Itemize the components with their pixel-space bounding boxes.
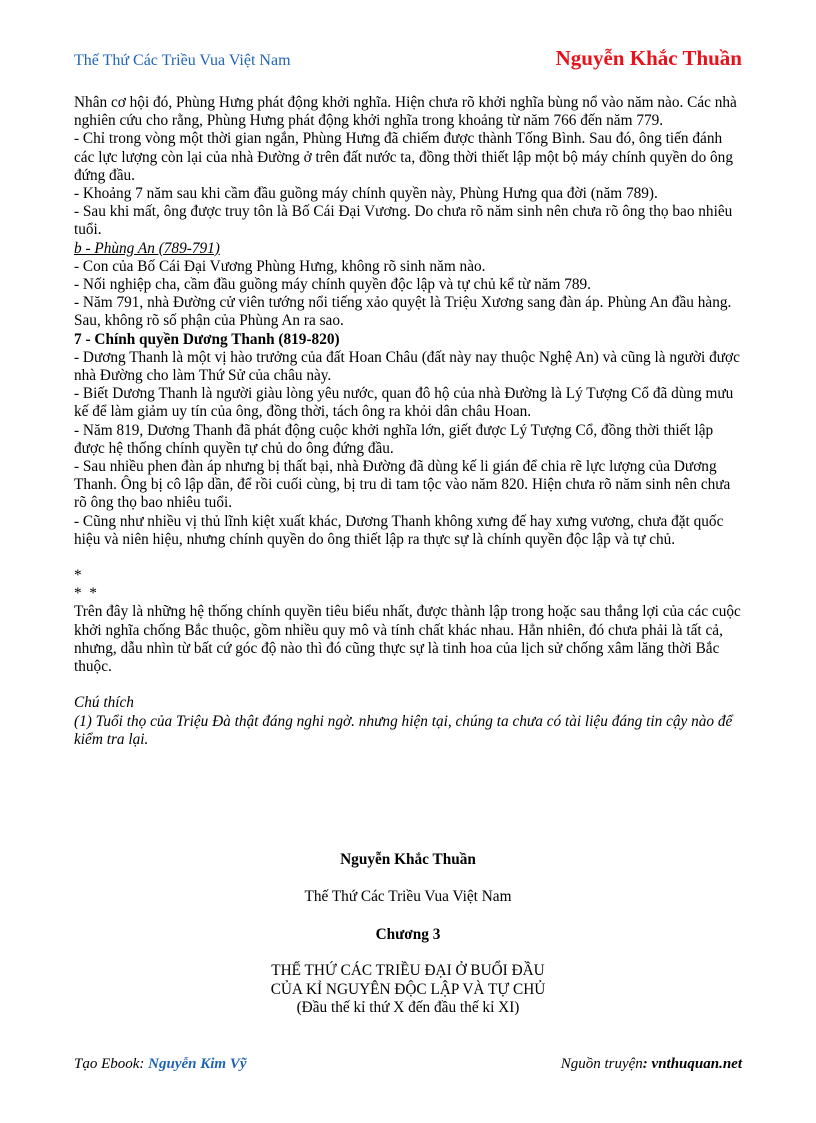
- ebook-creator-name: Nguyễn Kim Vỹ: [148, 1056, 247, 1072]
- source-credit: [561, 1056, 742, 1073]
- chapter-title-line2: CỦA KỈ NGUYÊN ĐỘC LẬP VÀ TỰ CHỦ: [270, 981, 546, 998]
- paragraph: - Cũng như nhiều vị thủ lĩnh kiệt xuất khác, Dương Thanh không xưng đế hay xưng vương, chưa đặt quốc hiệu và niên hiệu, nhưng chính quyền do ông thiết lập ra thực sự là chính quyền độc lập và tự chủ.: [74, 512, 724, 548]
- paragraph: - Năm 819, Dương Thanh đã phát động cuộc khởi nghĩa lớn, giết được Lý Tượng Cổ, đồng thời thiết lập được hệ thống chính quyền tự chủ do ông đứng đầu.: [74, 421, 714, 457]
- chapter-label: Chương 3: [375, 926, 441, 943]
- chapter-book-title: Thế Thứ Các Triều Vua Việt Nam: [304, 888, 512, 905]
- ebook-credit-sep: :: [139, 1056, 149, 1072]
- chapter-author: Nguyễn Khắc Thuần: [340, 851, 476, 868]
- paragraph: - Sau khi mất, ông được truy tôn là Bố Cái Đại Vương. Do chưa rõ năm sinh nên chưa rõ ông thọ bao nhiêu tuổi.: [74, 203, 733, 239]
- paragraph: - Con của Bố Cái Đại Vương Phùng Hưng, không rõ sinh năm nào.: [74, 257, 486, 275]
- separator-star: *: [74, 567, 82, 585]
- section-heading-duong-thanh: 7 - Chính quyền Dương Thanh (819-820): [74, 330, 340, 348]
- author-header: Nguyễn Khắc Thuần: [555, 46, 742, 70]
- page-footer: [74, 1056, 742, 1076]
- book-title-header: Thế Thứ Các Triều Vua Việt Nam: [74, 52, 291, 69]
- source-label: Nguồn truyện: [560, 1056, 643, 1072]
- chapter-title-line3: (Đầu thế kỉ thứ X đến đầu thế kỉ XI): [296, 999, 520, 1016]
- paragraph: - Sau nhiều phen đàn áp nhưng bị thất bại, nhà Đường đã dùng kế li gián để chia rẽ lực lượng của Dương Thanh. Ông bị cô lập dần, để rồi cuối cùng, bị tru di tam tộc vào năm 820. Hiện chưa rõ năm sinh nên chưa rõ ông thọ bao nhiêu tuổi.: [74, 458, 731, 512]
- paragraph: - Năm 791, nhà Đường cử viên tướng nổi tiếng xảo quyệt là Triệu Xương sang đàn áp. Phùng An đầu hàng. Sau, không rõ số phận của Phùng An ra sao.: [74, 294, 732, 330]
- paragraph-summary: Trên đây là những hệ thống chính quyền tiêu biểu nhất, được thành lập trong hoặc sau thắng lợi của các cuộc khởi nghĩa chống Bắc thuộc, gồm nhiều quy mô và tính chất khác nhau. Hẳn nhiên, đó chưa phải là tất cả, nhưng, dẫu nhìn từ bất cứ góc độ nào thì đó cũng thực sự là tinh hoa của lịch sử chống xâm lăng thời Bắc thuộc.: [74, 603, 741, 676]
- separator-stars: * *: [74, 585, 97, 603]
- ebook-credit: [74, 1056, 247, 1073]
- ebook-credit-label: Tạo Ebook: [74, 1056, 140, 1072]
- source-site: vnthuquan.net: [651, 1056, 742, 1072]
- subheading-phung-an: b - Phùng An (789-791): [74, 239, 220, 257]
- paragraph: - Nối nghiệp cha, cầm đầu guồng máy chính quyền độc lập và tự chủ kể từ năm 789.: [74, 276, 591, 294]
- page-header: [74, 46, 742, 78]
- paragraph: - Khoảng 7 năm sau khi cầm đầu guồng máy chính quyền này, Phùng Hưng qua đời (năm 789).: [74, 185, 658, 203]
- paragraph: - Biết Dương Thanh là người giàu lòng yêu nước, quan đô hộ của nhà Đường là Lý Tượng Cổ đã dùng mưu kế để làm giảm uy tín của ông, đồng thời, tách ông ra khỏi dân châu Hoan.: [74, 385, 734, 421]
- paragraph: - Dương Thanh là một vị hào trưởng của đất Hoan Châu (đất này nay thuộc Nghệ An) và cũng là người được nhà Đường cho làm Thứ Sử của châu này.: [74, 348, 740, 385]
- document-body: [74, 94, 746, 749]
- note-title: Chú thích: [74, 694, 134, 712]
- chapter-title-line1: THẾ THỨ CÁC TRIỀU ĐẠI Ở BUỔI ĐẦU: [271, 962, 545, 979]
- source-sep: :: [642, 1056, 652, 1072]
- paragraph: Nhân cơ hội đó, Phùng Hưng phát động khởi nghĩa. Hiện chưa rõ khởi nghĩa bùng nổ vào năm nào. Các nhà nghiên cứu cho rằng, Phùng Hưng phát động khởi nghĩa trong khoảng từ năm 766 đến năm 779.: [74, 94, 737, 130]
- paragraph: - Chỉ trong vòng một thời gian ngắn, Phùng Hưng đã chiếm được thành Tống Bình. Sau đó, ông tiến đánh các lực lượng còn lại của nhà Đường ở trên đất nước ta, đồng thời thiết lập một bộ máy chính quyền do ông đứng đầu.: [74, 130, 733, 184]
- note-text: (1) Tuổi thọ của Triệu Đà thật đáng nghi ngờ. nhưng hiện tại, chúng ta chưa có tài liệu đáng tin cậy nào để kiểm tra lại.: [74, 712, 733, 748]
